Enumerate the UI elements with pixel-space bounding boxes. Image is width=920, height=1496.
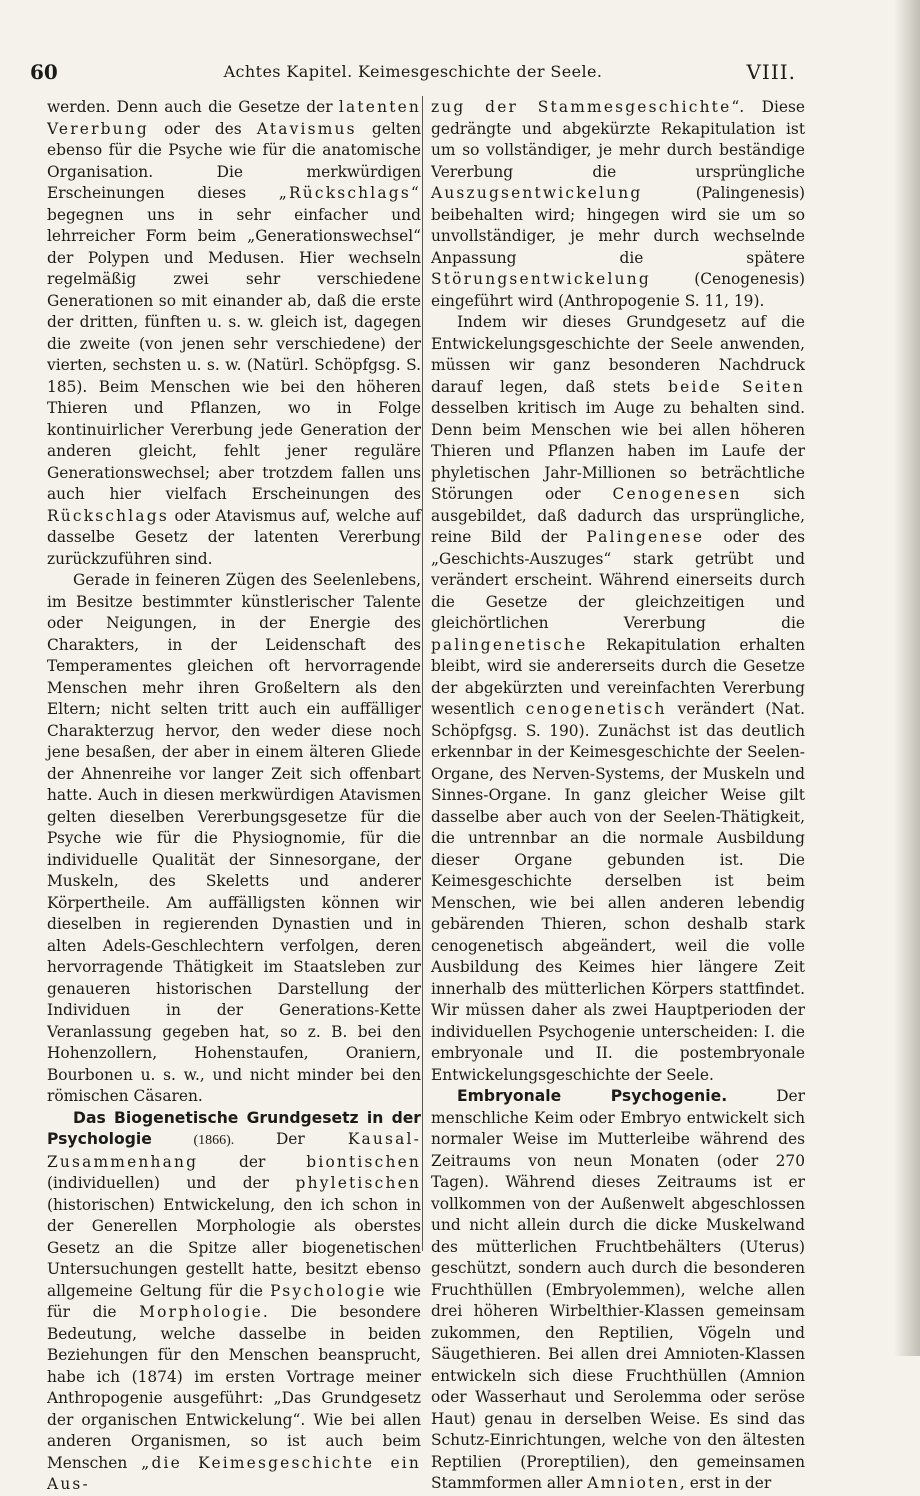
page-spine-shadow bbox=[894, 0, 920, 1356]
paragraph bbox=[431, 312, 805, 1086]
text: Rekapitulation erhalten bleibt, wird sie andererseits durch die Gesetze der abgekürzten und vereinfachten Vererbung wesentlich bbox=[431, 635, 805, 718]
emphasis-text: zug der Stammesgeschichte bbox=[431, 98, 732, 116]
emphasis-text: „die Keimesgeschichte ein Aus- bbox=[47, 1453, 422, 1493]
paragraph bbox=[431, 97, 805, 312]
running-head: Achtes Kapitel. Keimesgeschichte der Seele. bbox=[223, 62, 603, 81]
emphasis-text: Störungsentwickelung bbox=[431, 270, 651, 288]
text: begegnen uns in sehr einfacher und lehrreicher Form beim „Generationswechsel“ der Polypen und Medusen. Hier wechseln regelmäßig zwei sehr verschiedene Generationen so mit einander ab, daß die erste der dritten, fünften u. s. w. gleich ist, dagegen die zweite (von jenen sehr verschiedene) der vierten, sechsten u. s. w. (Natürl. Schöpfgsg. S. 185). Beim Menschen wie bei den höheren Thieren und Pflanzen, wo in Folge kontinuirlicher Vererbung jede Generation der anderen gleicht, fehlt jener reguläre Generationswechsel; aber trotzdem fallen uns auch hier vielfach Erscheinungen des bbox=[47, 205, 421, 503]
emphasis-text: Rückschlags bbox=[47, 506, 169, 525]
text: werden. Denn auch die Gesetze der bbox=[47, 98, 339, 116]
text: Der menschliche Keim oder Embryo entwickelt sich normaler Weise im Mutterleibe während des Zeitraums von neun Monaten (oder 270 Tagen). Während dieses Zeitraums ist er vollkommen von der Außenwelt abgeschlossen und nicht allein durch die dicke Muskelwand des mütterlichen Fruchtbehälters (Uterus) geschützt, sondern auch durch die besonderen Fruchthüllen (Embryolemmen), welche allen drei höheren Wirbelthier-Klassen gemeinsam zukommen, den Reptilien, Vögeln und Säugethieren. Bei allen drei Amnioten-Klassen entwickeln sich diese Fruchthüllen (Amnion oder Wasserhaut und Serolemma oder seröse Haut) genau in derselben Weise. Es sind das Schutz-Einrichtungen, welche von den ältesten Reptilien (Proreptilien), den gemeinsamen Stammformen aller bbox=[431, 1087, 805, 1492]
text: der bbox=[198, 1152, 307, 1171]
section-heading: Embryonale Psychogenie. bbox=[457, 1087, 728, 1105]
text: (Palingenesis) beibehalten wird; hingegen wird sie um so unvollständiger, je mehr durch wechselnde Anpassung die spätere bbox=[431, 184, 805, 267]
paragraph bbox=[47, 97, 421, 570]
emphasis-text: Cenogenesen bbox=[612, 485, 742, 503]
text: . Die besondere Bedeutung, welche dasselbe in beiden Beziehungen für den Menschen beansprucht, habe ich (1874) im ersten Vortrage meiner Anthropogenie ausgeführt: „Das Grundgesetz der organischen Entwickelung“. Wie bei allen anderen Organismen, so ist auch beim Menschen bbox=[47, 1303, 421, 1472]
emphasis-text: biontischen bbox=[306, 1152, 421, 1171]
emphasis-text: phyletischen bbox=[295, 1174, 421, 1192]
emphasis-text: Auszugsentwickelung bbox=[431, 184, 643, 202]
paragraph bbox=[47, 1108, 421, 1496]
text: oder Atavismus auf, welche auf dasselbe Gesetz der latenten Vererbung zurückzuführen sind. bbox=[47, 506, 421, 568]
page-number: 60 bbox=[30, 60, 58, 84]
emphasis-text: Atavismus bbox=[256, 119, 357, 138]
text: (Cenogenesis) eingeführt wird (Anthropogenie S. 11, 19). bbox=[431, 270, 805, 310]
text: “. Diese gedrängte und abgekürzte Rekapitulation ist um so vollständiger, je mehr durch beständige Vererbung die ursprüngliche bbox=[431, 98, 806, 181]
column-divider bbox=[422, 96, 423, 1251]
text: (historischen) Entwickelung, den ich schon in der Generellen Morphologie als oberstes Gesetz an die Spitze aller biogenetischen Untersuchungen gestellt hatte, besitzt ebenso allgemeine Geltung für die bbox=[47, 1195, 421, 1300]
text: (individuellen) und der bbox=[47, 1174, 296, 1192]
text: Indem wir dieses Grundgesetz auf die Entwickelungsgeschichte der Seele anwenden, müssen wir ganz besonderen Nachdruck darauf legen, daß stets bbox=[431, 313, 805, 396]
emphasis-text: Psychologie bbox=[270, 1281, 387, 1300]
emphasis-text: Amnioten bbox=[587, 1474, 680, 1492]
text: (1866). bbox=[151, 1133, 276, 1148]
text: gelten ebenso für die Psyche wie für die anatomische Organisation. Die merkwürdigen Erscheinungen dieses bbox=[47, 119, 421, 202]
paragraph: Gerade in feineren Zügen des Seelenlebens, im Besitze bestimmter künstlerischer Talente oder Neigungen, in der Energie des Charakters, in der Leidenschaft des Temperamentes gleichen oft hervorragende Menschen mehr ihren Großeltern als den Eltern; nicht selten tritt auch ein auffälliger Charakterzug hervor, den weder diese noch jene besaßen, der aber in einem älteren Gliede der Ahnenreihe vor langer Zeit sich offenbart hatte. Auch in diesen merkwürdigen Atavismen gelten dieselben Vererbungsgesetze für die Psyche wie für die Physiognomie, für die individuelle Qualität der Sinnesorgane, der Muskeln, des Skeletts und anderer Körpertheile. Am auffälligsten können wir dieselben in regierenden Dynastien und in alten Adels-Geschlechtern verfolgen, deren hervorragende Thätigkeit im Staatsleben zur genaueren historischen Darstellung der Individuen in der Generations-Kette Veranlassung gegeben hat, so z. B. bei den Hohenzollern, Hohenstaufen, Oraniern, Bourbonen u. s. w., und nicht minder bei den römischen Cäsaren. bbox=[47, 571, 421, 1105]
emphasis-text: Morphologie bbox=[139, 1303, 263, 1321]
text: verändert (Nat. Schöpfgsg. S. 190). Zunächst ist das deutlich erkennbar in der Keimesgeschichte der Seelen-Organe, des Nerven-Systems, der Muskeln und Sinnes-Organe. In ganz gleicher Weise gilt dasselbe aber auch von der Seelen-Thätigkeit, die untrennbar an die normale Ausbildung dieser Organe gebunden ist. Die Keimesgeschichte derselben ist beim Menschen, wie bei allen anderen lebendig gebärenden Thieren, schon deshalb stark cenogenetisch abgeändert, weil die volle Ausbildung des Keimes hier längere Zeit innerhalb des mütterlichen Körpers stattfindet. Wir müssen daher als zwei Hauptperioden der individuellen Psychogenie unterscheiden: I. die embryonale und II. die postembryonale Entwickelungsgeschichte der Seele. bbox=[431, 700, 805, 1084]
emphasis-text: palingenetische bbox=[431, 635, 588, 654]
text: wie für die bbox=[47, 1281, 421, 1321]
emphasis-text: latenten Vererbung bbox=[47, 98, 421, 138]
text: , erst in der bbox=[679, 1474, 772, 1492]
paragraph bbox=[431, 1086, 805, 1495]
emphasis-text: beide Seiten bbox=[668, 377, 805, 396]
text: Der bbox=[275, 1130, 348, 1148]
left-column bbox=[47, 97, 421, 1496]
emphasis-text: cenogenetisch bbox=[525, 700, 667, 718]
text: oder des bbox=[148, 119, 257, 138]
text: oder des „Geschichts-Auszuges“ stark getrübt und verändert erscheint. Während einerseits durch die Gesetze der gleichzeitigen und gleichörtlichen Vererbung die bbox=[431, 528, 805, 632]
text: desselben kritisch im Auge zu behalten sind. Denn beim Menschen wie bei allen höheren Thieren und Pflanzen haben im Laufe der phyletischen Jahr-Millionen so beträchtliche Störungen oder bbox=[431, 399, 805, 503]
emphasis-text: „Rückschlags“ bbox=[278, 184, 421, 202]
page-header bbox=[30, 60, 796, 88]
right-column bbox=[431, 97, 805, 1495]
emphasis-text: Kausal-Zusammenhang bbox=[47, 1130, 421, 1171]
section-heading: Das Biogenetische Grundgesetz in der Psychologie bbox=[47, 1108, 421, 1148]
chapter-number: VIII. bbox=[746, 60, 796, 84]
text: sich ausgebildet, daß dadurch das ursprüngliche, reine Bild der bbox=[431, 485, 805, 546]
emphasis-text: Palingenese bbox=[586, 528, 705, 546]
